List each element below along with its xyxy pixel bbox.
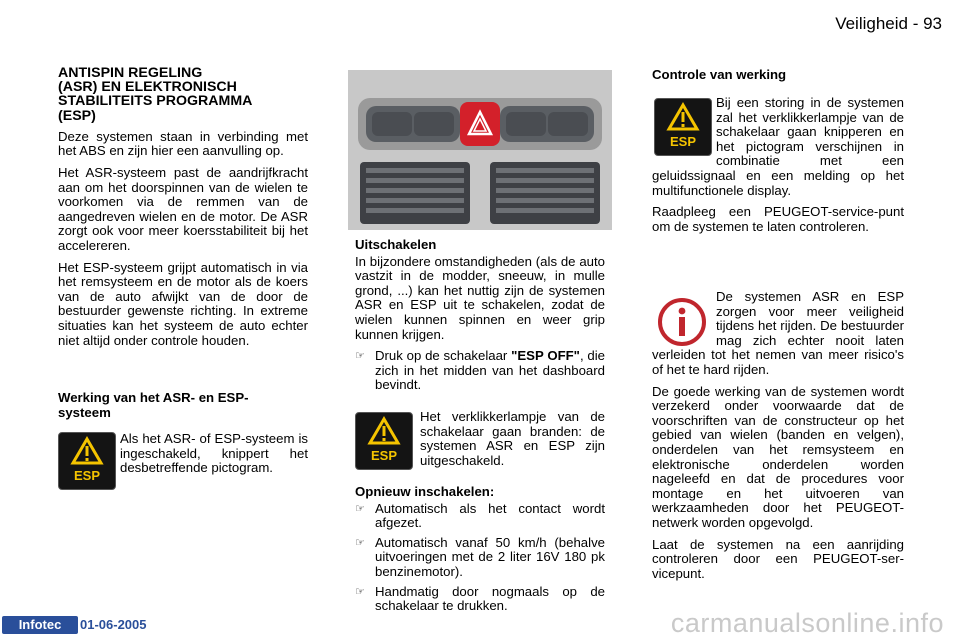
right-icon-text — [652, 96, 904, 241]
esp-label: ESP — [669, 134, 697, 149]
esp-label: ESP — [73, 468, 101, 483]
left-column — [58, 66, 308, 355]
right-info-block — [652, 290, 904, 588]
heading-line: (ASR) EN ELEKTRONISCH — [58, 79, 237, 96]
list-item — [355, 585, 605, 614]
list-item-text — [375, 349, 605, 393]
heading-line: ANTISPIN REGELING — [58, 65, 203, 81]
paragraph: Het ESP-systeem grijpt automatisch in via het remsysteem en de motor als de koers van de auto afwijkt van de door de bestuurder gewenste richting. In extreme situaties kan het systeem de auto echter niet altijd onder controle houden. — [58, 259, 308, 348]
esp-warning-icon — [58, 432, 116, 490]
list-item-text: Automatisch als het contact wordt afgezet. — [375, 500, 605, 531]
list-item-text: Handmatig door nogmaals op de schakelaar te drukken. — [375, 583, 605, 614]
paragraph: Laat de systemen na een aanrijding controleren door een PEUGEOT-ser-vicepunt. — [652, 536, 904, 581]
paragraph: Als het ASR- of ESP-systeem is ingeschakeld, knippert het desbetreffende pictogram. — [120, 431, 308, 476]
heading-line: STABILITEITS PROGRAMMA — [58, 93, 253, 110]
list-item-text: Automatisch vanaf 50 km/h (behalve uitvoeringen met de 2 liter 16V 180 pk benzinemotor). — [375, 534, 605, 579]
switch-name: "ESP OFF" — [511, 348, 580, 364]
middle-reenable — [355, 485, 605, 619]
paragraph: Het verklikkerlampje van de schakelaar gaan branden: de systemen ASR en ESP zijn uitgeschakeld. — [420, 409, 605, 468]
subsection-heading: Werking van het ASR- en ESP-systeem — [58, 390, 249, 420]
subsection-heading: Controle van werking — [652, 67, 787, 82]
icon-float-spacer — [652, 96, 716, 162]
watermark: carmanualsonline.info — [670, 608, 944, 638]
paragraph: De goede werking van de systemen wordt verzekerd onder voorwaarde dat de voorschriften van de constructeur op het gebied van wielen (banden en velgen), onderdelen van het remsysteem en elektronische onderdelen worden nageleefd en dat de procedures voor montage en het uitvoeren van werkzaamheden door het PEUGEOT-netwerk worden opgevolgd. — [652, 383, 904, 530]
right-heading-block — [652, 68, 904, 85]
heading-line: (ESP) — [58, 107, 96, 124]
left-icon-text — [120, 432, 308, 483]
paragraph: Deze systemen staan in verbinding met het ABS en zijn hier een aanvulling op. — [58, 128, 308, 159]
bullet-arrow-icon: ☞ — [355, 536, 365, 549]
dashboard-switch-photo — [348, 70, 612, 230]
list-item — [355, 502, 605, 531]
middle-column — [355, 238, 605, 398]
paragraph: Raadpleeg een PEUGEOT-service-punt om de systemen te laten controleren. — [652, 204, 904, 234]
left-subsection — [58, 391, 258, 422]
page-header: Veiligheid - 93 — [835, 14, 942, 33]
bullet-arrow-icon: ☞ — [355, 502, 365, 515]
paragraph — [652, 290, 904, 378]
text-run: , die zich in het midden van het dashboard bevindt. — [375, 348, 605, 393]
paragraph — [652, 96, 904, 198]
subsection-heading: Uitschakelen — [355, 237, 437, 252]
middle-icon-text — [420, 410, 605, 475]
paragraph: In bijzondere omstandigheden (als de auto vastzit in de modder, sneeuw, in mulle grond, ...) kan het nuttig zijn de systemen ASR en ESP uit te schakelen, zodat de wielen kunnen spinnen en weer grip kunnen krijgen. — [355, 253, 605, 342]
list-item — [355, 349, 605, 393]
infotec-logo: Infotec — [2, 616, 78, 634]
esp-warning-icon — [355, 412, 413, 470]
esp-label: ESP — [370, 448, 398, 463]
bullet-arrow-icon: ☞ — [355, 585, 365, 598]
paragraph: Het ASR-systeem past de aandrijfkracht aan om het doorspinnen van de wielen te voorkomen via de remmen van de aangedreven wielen en de motor. De ASR zorgt ook voor meer koersstabiliteit bij het accelereren. — [58, 165, 308, 253]
section-heading — [58, 66, 308, 123]
subsection-heading: Opnieuw inschakelen: — [355, 484, 495, 499]
icon-float-spacer — [652, 290, 716, 348]
text-run: Druk op de schakelaar — [375, 348, 512, 364]
header-rule — [0, 0, 960, 10]
footer-date: 01-06-2005 — [80, 617, 147, 632]
bullet-arrow-icon: ☞ — [355, 350, 365, 363]
text-run: De systemen ASR en ESP zorgen voor meer veiligheid tijdens het rijden. De bestuurder mag zich echter nooit laten verleiden tot het nemen van meer risico's of het te hard rijden. — [652, 289, 904, 377]
text-run: Bij een storing in de systemen zal het verklikkerlampje van de schakelaar gaan knipperen en het pictogram verschijnen in combinatie met een geluidssignaal en een melding op het multifunctionele display. — [652, 95, 904, 198]
list-item — [355, 536, 605, 580]
